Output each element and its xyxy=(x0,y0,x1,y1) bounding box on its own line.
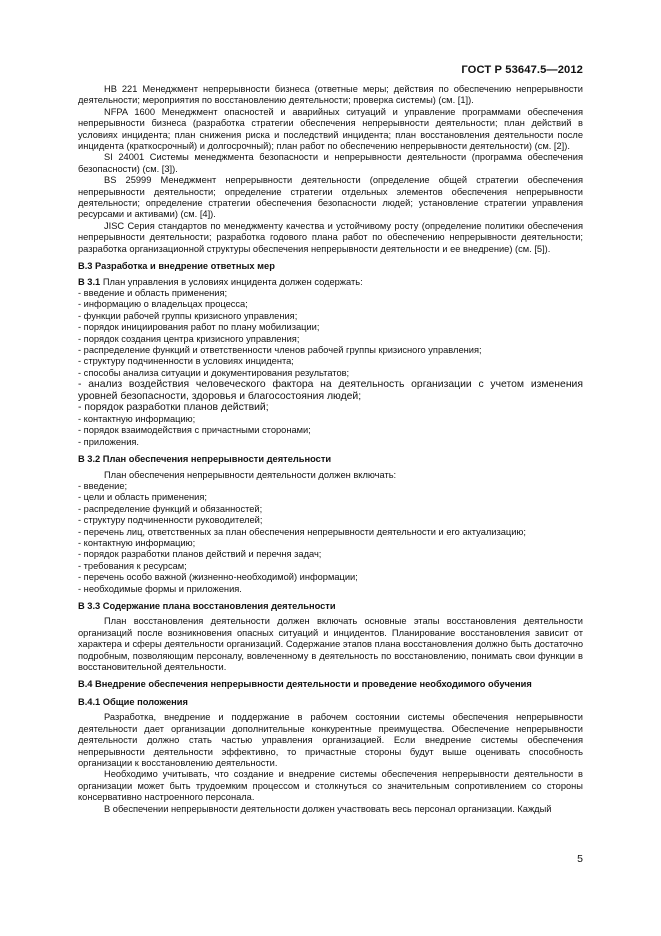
list-item: - введение и область применения; xyxy=(78,287,228,298)
list-item: - порядок создания центра кризисного управления; xyxy=(78,333,300,344)
list-item: - функции рабочей группы кризисного управления; xyxy=(78,310,298,321)
section-heading-b32: В 3.2 План обеспечения непрерывности деятельности xyxy=(78,454,332,465)
list-item: - структуру подчиненности руководителей; xyxy=(78,515,263,526)
clause-number: В 3.1 xyxy=(78,276,101,287)
list-item: - необходимые формы и приложения. xyxy=(78,583,242,594)
list-item: - перечень лиц, ответственных за план обеспечения непрерывности деятельности и его актуализацию; xyxy=(78,526,526,537)
list-item-large: - анализ воздействия человеческого фактора на деятельность организации с учетом изменения уровней безопасности, здоровья и благосостояния людей; xyxy=(78,379,583,402)
section-b33-text: План восстановления деятельности должен включать основные этапы восстановления деятельности организаций после возникновения опасных ситуаций и инцидентов. Планирование восстановления зависит от характера и сферы деятельности организаций. Содержание этапов плана восстановления должно быть достаточно подробным, позволяющим персоналу, вовлеченному в деятельность по восстановлению, понимать свои функции в восстановительной деятельности. xyxy=(78,616,583,673)
list-item: - порядок разработки планов действий и перечня задач; xyxy=(78,549,322,560)
page-number: 5 xyxy=(577,853,583,865)
list-item: - перечень особо важной (жизненно-необходимой) информации; xyxy=(78,572,358,583)
list-item: - введение; xyxy=(78,480,128,491)
list-item: - контактную информацию; xyxy=(78,413,196,424)
reference-item: BS 25999 Менеджмент непрерывности деятельности (определение общей стратегии обеспечения непрерывности деятельности; определение стратегии отдельных элементов обеспечения непрерывности деятельности; определение стратегии обеспечения безопасности людей; установление стратегии управления ресурсами и активами) (см. [4]). xyxy=(78,175,583,220)
list-item: - распределение функций и обязанностей; xyxy=(78,503,263,514)
reference-item: NFPA 1600 Менеджмент опасностей и аварийных ситуаций и управление программами обеспечения непрерывности бизнеса (разработка стратегии обеспечения непрерывности деятельности; план действий в условиях инцидента; план снижения риска и последствий инцидента; план восстановления деятельности после инцидента (краткосрочный) и долгосрочный); план работ по обеспечению непрерывности деятельности) (см. [2]). xyxy=(78,106,583,152)
list-item: - порядок взаимодействия с причастными сторонами; xyxy=(78,425,311,436)
section-heading-b3: В.3 Разработка и внедрение ответных мер xyxy=(78,261,275,272)
paragraph: Необходимо учитывать, что создание и внедрение системы обеспечения непрерывности деятельности в организации может быть трудоемким процессом и столкнуться со значительным сопротивлением со стороны консервативно настроенного персонала. xyxy=(78,769,583,803)
reference-item: НВ 221 Менеджмент непрерывности бизнеса (ответные меры; действия по обеспечению непрерывности деятельности; мероприятия по восстановлению деятельности; проверка системы) (см. [1]). xyxy=(78,84,583,106)
list-item: - приложения. xyxy=(78,436,140,447)
list-item: - способы анализа ситуации и документирования результатов; xyxy=(78,367,350,378)
paragraph: Разработка, внедрение и поддержание в рабочем состоянии системы обеспечения непрерывности деятельности дает организации дополнительные конкурентные преимущества. Обеспечение непрерывности деятельности должно стать частью управления организацией. Если внедрение системы обеспечения непрерывности деятельности эффективно, то причастные стороны будут выше оценивать способность организации к восстановлению деятельности. xyxy=(78,712,583,768)
list-item: - требования к ресурсам; xyxy=(78,560,187,571)
list-item: - структуру подчиненности в условиях инцидента; xyxy=(78,356,294,367)
page-body xyxy=(78,84,583,815)
list-item: - контактную информацию; xyxy=(78,538,196,548)
reference-item: JISC Серия стандартов по менеджменту качества и устойчивому росту (определение политики обеспечения непрерывности деятельности; разработка годового плана работ по обеспечению непрерывности деятельности; разработка организационной структуры обеспечения непрерывности деятельности и ее внедрение) (см. [5]). xyxy=(78,220,583,254)
section-heading-b41: В.4.1 Общие положения xyxy=(78,696,188,707)
section-heading-b33: В 3.3 Содержание плана восстановления деятельности xyxy=(78,601,336,612)
section-heading-b4: В.4 Внедрение обеспечения непрерывности деятельности и проведение необходимого обучения xyxy=(78,679,532,690)
list-item: - распределение функций и ответственности членов рабочей группы кризисного управления; xyxy=(78,344,482,355)
section-b31-lead xyxy=(78,277,583,288)
list-item: - информацию о владельцах процесса; xyxy=(78,299,248,310)
list-item-large: - порядок разработки планов действий; xyxy=(78,402,269,414)
section-b32-lead: План обеспечения непрерывности деятельности должен включать: xyxy=(104,469,397,480)
clause-text: План управления в условиях инцидента должен содержать: xyxy=(100,276,363,287)
list-item: - порядок инициирования работ по плану мобилизации; xyxy=(78,322,320,333)
paragraph: В обеспечении непрерывности деятельности должен участвовать весь персонал организации. Каждый xyxy=(104,803,552,814)
document-header: ГОСТ Р 53647.5—2012 xyxy=(461,64,583,76)
reference-item: SI 24001 Системы менеджмента безопасности и непрерывности деятельности (программа обеспечения безопасности) (см. [3]). xyxy=(78,152,583,174)
list-item: - цели и область применения; xyxy=(78,492,207,503)
